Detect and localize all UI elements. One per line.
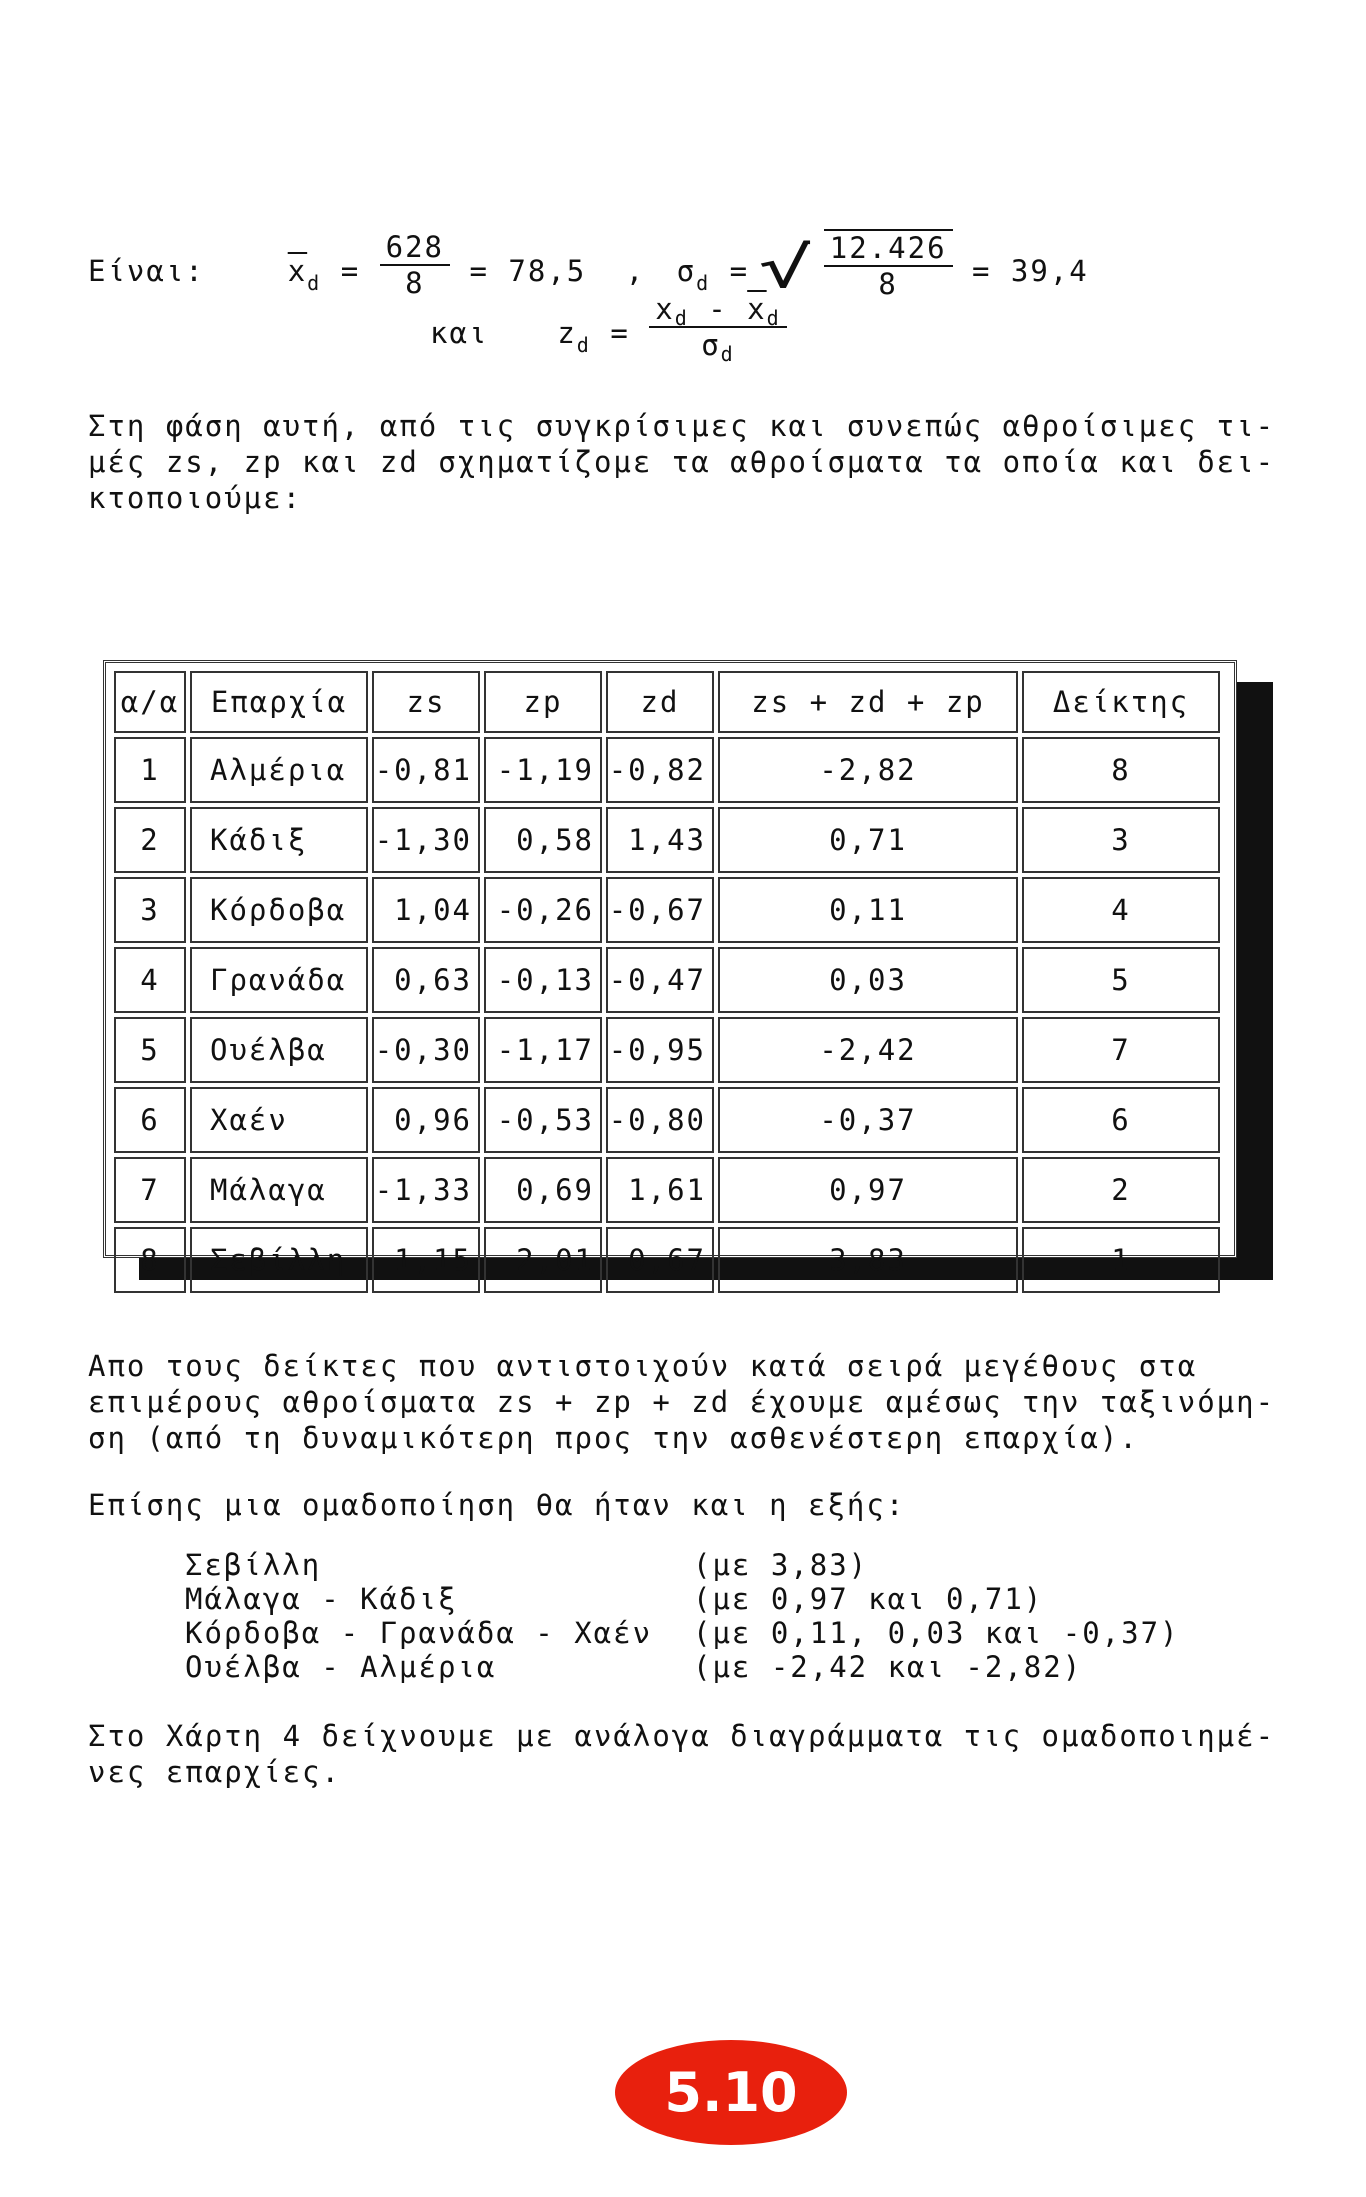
list-item: Σεβίλλη (με 3,83) bbox=[185, 1548, 869, 1582]
col-header: zs + zd + zp bbox=[718, 671, 1018, 733]
col-header: Επαρχία bbox=[190, 671, 368, 733]
list-item: Μάλαγα - Κάδιξ (με 0,97 και 0,71) bbox=[185, 1582, 1044, 1616]
paragraph-line: Στο Χάρτη 4 δείχνουμε με ανάλογα διαγράμματα τις ομαδοποιημέ- bbox=[88, 1719, 1276, 1753]
formula-line-1: Είναι: $\overline{x}_d$ = $\frac{628}{8}$ = 78,5 , $\sigma_d$ = √ $\frac{12.426}{8}$ = 39,4 bbox=[88, 230, 1089, 301]
paragraph-line: Απο τους δείκτες που αντιστοιχούν κατά σειρά μεγέθους στα bbox=[88, 1349, 1198, 1383]
table-row: 7 Μάλαγα -1,33 0,69 1,61 0,97 2 bbox=[114, 1157, 1220, 1223]
mean-value: = 78,5 bbox=[469, 254, 587, 288]
sd-fraction: $\frac{12.426}{8}$ bbox=[824, 229, 953, 301]
page-number-badge: 5.10 bbox=[615, 2040, 847, 2145]
paragraph-line: νες επαρχίες. bbox=[88, 1755, 341, 1789]
paragraph-line: επιμέρους αθροίσματα zs + zp + zd έχουμε αμέσως την ταξινόμη- bbox=[88, 1385, 1276, 1419]
z-fraction: $\frac{x_d - \overline{x}_d}{\sigma_d}$ bbox=[649, 292, 786, 362]
table-row: 2 Κάδιξ -1,30 0,58 1,43 0,71 3 bbox=[114, 807, 1220, 873]
table-row: 4 Γρανάδα 0,63 -0,13 -0,47 0,03 5 bbox=[114, 947, 1220, 1013]
intro-line: κτοποιούμε: bbox=[88, 481, 303, 515]
grouping-intro: Επίσης μια ομαδοποίηση θα ήταν και η εξής: bbox=[88, 1488, 906, 1522]
list-item: Κόρδοβα - Γρανάδα - Χαέν (με 0,11, 0,03 και -0,37) bbox=[185, 1616, 1180, 1650]
table-row: 5 Ουέλβα -0,30 -1,17 -0,95 -2,42 7 bbox=[114, 1017, 1220, 1083]
intro-line: μές zs, zp και zd σχηματίζομε τα αθροίσματα τα οποία και δει- bbox=[88, 445, 1276, 479]
col-header: α/α bbox=[114, 671, 186, 733]
sigma-symbol: σ bbox=[676, 254, 697, 288]
table-header-row bbox=[114, 671, 1220, 733]
list-item: Ουέλβα - Αλμέρια (με -2,42 και -2,82) bbox=[185, 1650, 1083, 1684]
index-table bbox=[110, 667, 1224, 1297]
formula-prefix: Είναι: bbox=[88, 254, 205, 288]
sd-value: = 39,4 bbox=[972, 254, 1089, 288]
map-reference-paragraph bbox=[88, 1718, 1275, 1790]
index-table-container bbox=[103, 660, 1251, 1277]
mean-fraction: $\frac{628}{8}$ bbox=[380, 230, 450, 300]
ranking-paragraph bbox=[88, 1348, 1275, 1456]
col-header: zp bbox=[484, 671, 602, 733]
intro-line: Στη φάση αυτή, από τις συγκρίσιμες και συνεπώς αθροίσιμες τι- bbox=[88, 409, 1276, 443]
table-frame bbox=[103, 660, 1237, 1277]
formula-line-2: και $z_d$ = $\frac{x_d - \overline{x}_d}{\sigma_d}$ bbox=[430, 300, 787, 370]
mean-symbol: $\overline{x}$ bbox=[287, 254, 308, 288]
table-row: 1 Αλμέρια -0,81 -1,19 -0,82 -2,82 8 bbox=[114, 737, 1220, 803]
table-row: 3 Κόρδοβα 1,04 -0,26 -0,67 0,11 4 bbox=[114, 877, 1220, 943]
col-header: zs bbox=[372, 671, 480, 733]
paragraph-line: ση (από τη δυναμικότερη προς την ασθενέστερη επαρχία). bbox=[88, 1421, 1139, 1455]
table-row: 8 Σεβίλλη 1,15 2,01 0,67 3,83 1 bbox=[114, 1227, 1220, 1293]
intro-paragraph bbox=[88, 408, 1275, 516]
grouping-list bbox=[185, 1548, 1180, 1684]
sqrt-sign: √ bbox=[757, 236, 816, 301]
col-header: zd bbox=[606, 671, 714, 733]
col-header: Δείκτης bbox=[1022, 671, 1220, 733]
table-row: 6 Χαέν 0,96 -0,53 -0,80 -0,37 6 bbox=[114, 1087, 1220, 1153]
